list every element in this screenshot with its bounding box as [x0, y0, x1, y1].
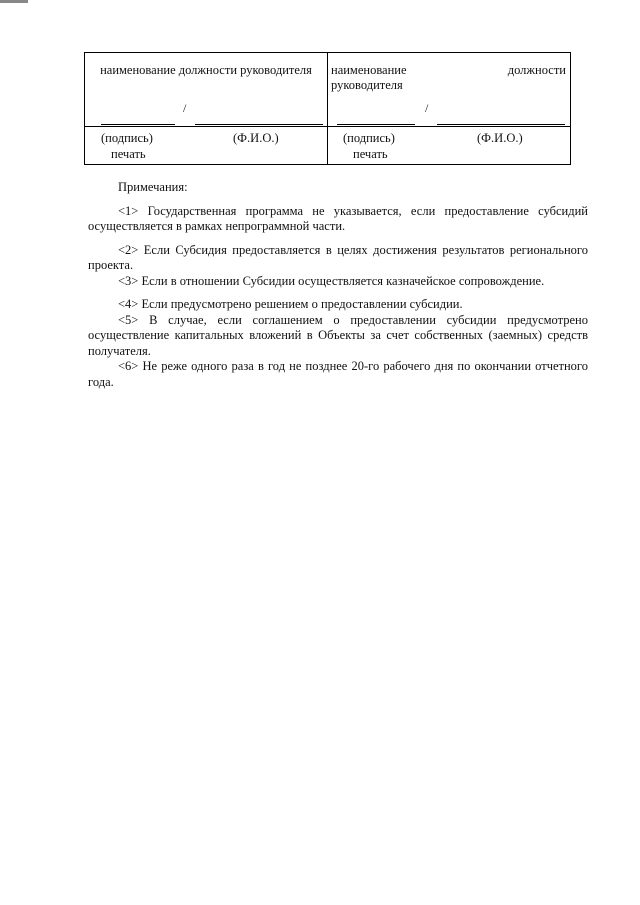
note-item-3: <3> Если в отношении Субсидии осуществляется казначейское сопровождение. [118, 273, 545, 288]
table-vertical-divider [327, 53, 328, 164]
left-position-title: наименование должности руководителя [100, 63, 312, 77]
notes-heading: Примечания: [118, 180, 188, 194]
right-position-title-part1: наименование [331, 63, 407, 77]
note-item-6: <6> Не реже одного раза в год не позднее 20-го рабочего дня по окончании отчетного года. [88, 359, 588, 389]
right-position-title-part2: должности [507, 63, 566, 77]
left-name-label: (Ф.И.О.) [233, 131, 279, 145]
left-signature-line [101, 124, 175, 125]
note-item-5: <5> В случае, если соглашением о предоставлении субсидии предусмотрено осуществление капитальных вложений в Объекты за счет собственных (заемных) средств получателя. [88, 312, 588, 358]
signature-table [84, 52, 571, 165]
table-horizontal-divider [85, 126, 570, 127]
right-name-label: (Ф.И.О.) [477, 131, 523, 145]
right-stamp-label: печать [353, 147, 388, 161]
right-position-title-part3: руководителя [331, 78, 403, 92]
left-signature-label: (подпись) [101, 131, 153, 145]
left-name-line [195, 124, 323, 125]
left-slash: / [183, 101, 187, 115]
right-name-line [437, 124, 565, 125]
notes-section [88, 180, 588, 390]
note-item-4: <4> Если предусмотрено решением о предоставлении субсидии. [118, 297, 463, 311]
scan-edge-mark [0, 0, 28, 3]
right-signature-label: (подпись) [343, 131, 395, 145]
left-stamp-label: печать [111, 147, 146, 161]
right-signature-line [337, 124, 415, 125]
right-slash: / [425, 101, 429, 115]
note-item-1: <1> Государственная программа не указывается, если предоставление субсидий осуществляется в рамках непрограммной части. [88, 203, 588, 233]
note-item-2: <2> Если Субсидия предоставляется в целях достижения результатов регионального проекта. [88, 242, 588, 272]
